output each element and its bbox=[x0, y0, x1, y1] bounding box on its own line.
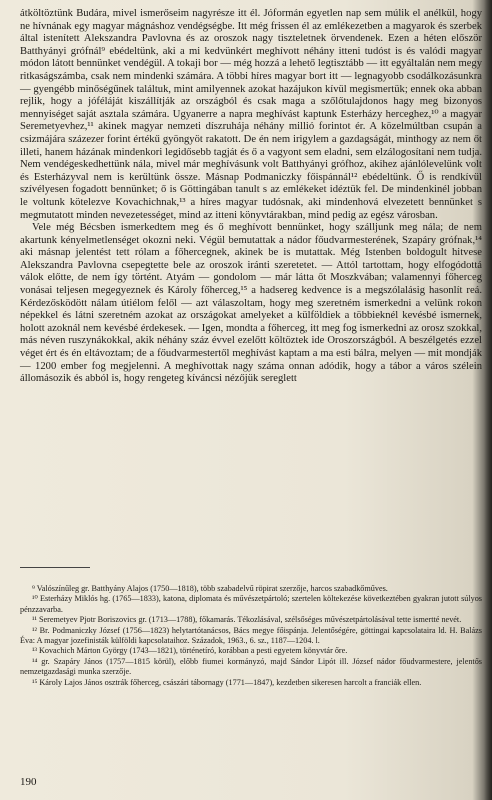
footnote: ¹⁰ Esterházy Miklós hg. (1765—1833), katona, diplomata és művészetpártoló; szertelen költekezése következtében gyakran jutott súlyos pénzzavarba. bbox=[20, 594, 482, 614]
footnote: ¹³ Kovachich Márton György (1743—1821), történetíró, korábban a pesti egyetem könyvtár őre. bbox=[32, 646, 348, 656]
footnote: ¹² Br. Podmaniczky József (1756—1823) helytartótanácsos, Bács megye főispánja. Jelentőségére, göttingai kapcsolataira ld. H. Balázs Éva: A magyar jozefinisták külföldi kapcsolataihoz. Századok, 1963., 6. sz., 1187—1204. l. bbox=[20, 625, 482, 646]
main-text bbox=[20, 8, 482, 386]
footnote: ¹⁴ gr. Szapáry János (1757—1815 körül), előbb fiumei kormányzó, majd Sándor Lipót ill. József nádor főudvarmestere, jelentős nemzetgazdasági munka szerzője. bbox=[20, 656, 482, 677]
footnote-divider bbox=[20, 567, 90, 568]
page-number: 190 bbox=[20, 776, 37, 788]
footnote: ¹¹ Seremetyev Pjotr Boriszovics gr. (1713—1788), főkamarás. Tékozlásával, szélsőséges művészetpártolásával tette ismertté nevét. bbox=[32, 615, 462, 625]
binding-shadow bbox=[484, 0, 492, 800]
footnotes bbox=[20, 584, 482, 688]
footnote: ¹⁵ Károly Lajos János osztrák főherceg, császári tábornagy (1771—1847), kezdetben sikeresen harcolt a franciák ellen. bbox=[32, 677, 422, 687]
footnote: ⁹ Valószínűleg gr. Batthyány Alajos (1750—1818), több szabadelvű röpirat szerzője, harcos szabadkőműves. bbox=[32, 584, 388, 593]
paragraph: átköltöztünk Budára, mivel ismerőseim nagyrésze itt él. Jóformán egyetlen nap sem múlik el anélkül, hogy ne hívnának egy magyar mágnáshoz vendégségbe. Itt még frissen él az emlékezetben a magyarok és szerbek által istenített Alekszandra Pavlovna és az oroszok nagy tiszteletnek örvendenek. Ezen a héten először Batthyányi grófnál⁹ ebédeltünk, aki a mi kedvünkért meghívott néhány itteni tudóst is és valódi magyar módon látott bennünket vendégül. A tokaji bor — még hozzá a lehető legtisztább — itt egyáltalán nem megy ritkaságszámba, csak nem mindenki számára. A többi híres magyar bort itt — legnagyobb csodálkozásunkra — gyengébb minőségűnek találtuk, mint amilyennek azokat hazájukon kívül megismertük; ennek oka abban rejlik, hogy a jóféláját kiszállítják az országból és csak maga a szőlőtulajdonos hagy meg bizonyos mennyiséget saját asztala számára. Ugyanerre a napra meghívást kaptunk Esterházy herceghez,¹⁰ a magyar Seremetyevhez,¹¹ akinek magyar nemzeti díszruhája néhány millió forintot ér. A közelmúltban csupán a csizmájára százezer forint értékű gyöngyöt rakatott. De én nem irigylem a gazdagságát, minthogy az nem őt illeti, hanem házának mindenkori legidősebb tagját és ő a vagyont sem eladni, sem elzálogosítani nem tudja. Nem vendégeskedhettünk nála, mivel már meghívásunk volt Batthyányi grófhoz, akihez ajánlólevelünk volt és Esterházyval nem is kerültünk össze. Másnap Podmaniczky főispánnál¹² ebédeltünk. Ő is rendkívül szívélyesen fogadott bennünket; ő is Göttingában tanult s az emlékeket idéztük fel. De mindenkinél jobban le voltunk kötelezve Kovachichnak,¹³ a híres magyar tudósnak, aki mindenhová elvezetett bennünket s megmutatott minden nevezetességet, mind az itteni könyvtárakban, mind pedig az egész városban. bbox=[20, 8, 482, 221]
paragraph: Vele még Bécsben ismerkedtem meg és ő meghívott bennünket, hogy szálljunk meg nála; de nem akartunk kényelmetlenséget okozni neki. Végül bemutattak a nádor főudvarmesterének, Szapáry grófnak,¹⁴ aki másnap jelentést tett rólam a főhercegnek, akinek be is mutattak. Még Istenben boldogult hitvese Alekszandra Pavlovna csepegtette bele az oroszok iránti szeretetet. — Attól tartottam, hogy elfogódottá válok előtte, de nem így történt. Atyám — gondolom — már látta őt Moszkvában; valamennyi főherceg vonásai teljesen megegyeznek és Károly főherceg,¹⁵ a hadsereg kedvence is a megszólalásig hasonlít reá. Kérdezősködött nálam útiélom felől — azt válaszoltam, hogy meg szeretném ismerkedni a velünk rokon népekkel és látni szeretném azokat az országokat amelyeket a külföldiek a többieknél kevésbé ismernek, holott azoknál nem kevésbé érdekesek. — Igen, mondta a főherceg, itt meg fog ismerkedni az orosz szokkal, más néven ruszynákokkal, akik néhány száz évvel ezelőtt költöztek ide Oroszországból. A beszélgetés ezzel véget ért és én eltávoztam; de a főudvarmestertől meghívást kaptam a ma esti bálra, melyen — mit mondják — 1200 ember fog megjelenni. A meghívottak nagy száma onnan adódik, hogy a tábor a város szélein állomásozik és abból is, hogy rengeteg kíváncsi nézőjük sereglett bbox=[20, 222, 482, 385]
